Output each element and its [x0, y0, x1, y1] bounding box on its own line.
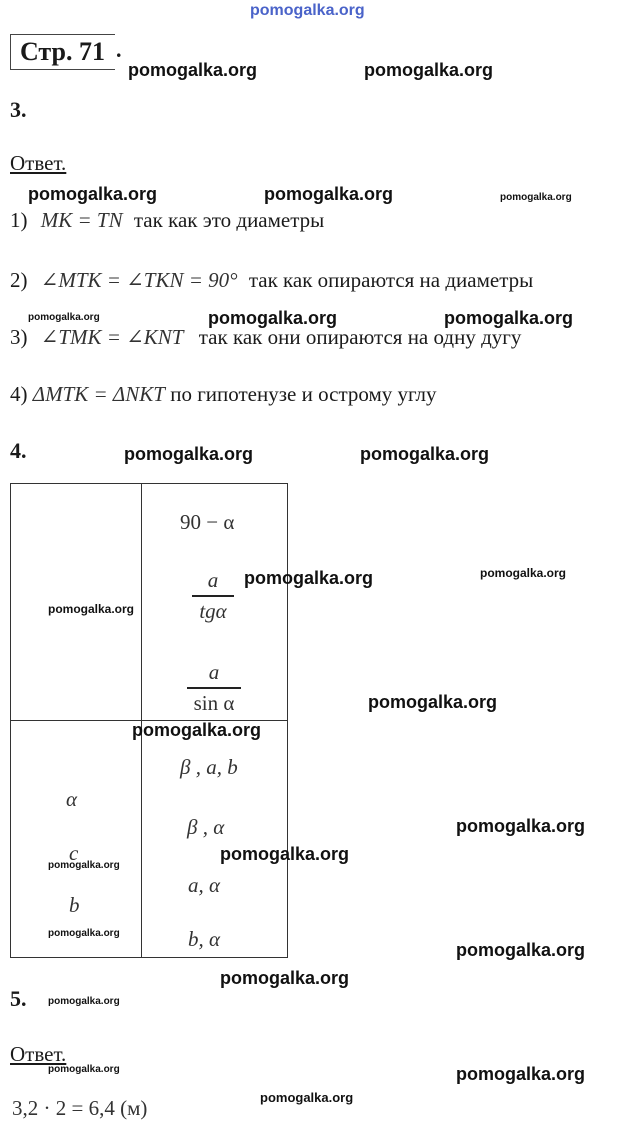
watermark: pomogalka.org: [48, 996, 120, 1007]
task-3-line-4: [10, 382, 437, 407]
line-number: 2): [10, 268, 28, 292]
math-expression: ∠MTK = ∠TKN = 90°: [40, 268, 238, 292]
top-watermark: pomogalka.org: [250, 2, 365, 19]
fraction-numerator: a: [207, 568, 219, 592]
math-expression: MK = TN: [40, 208, 123, 232]
task-5-result: 3,2 · 2 = 6,4 (м): [12, 1096, 148, 1120]
given-beta-a-b: β , a, b: [180, 755, 238, 779]
line-text: так как они опираются на одну дугу: [198, 325, 522, 349]
watermark: pomogalka.org: [456, 816, 586, 836]
watermark: pomogalka.org: [48, 602, 135, 616]
table-cell-r2-left: [11, 721, 142, 958]
watermark: pomogalka.org: [480, 566, 567, 580]
fraction-a-over-tg: [192, 568, 234, 624]
watermark: pomogalka.org: [128, 60, 258, 80]
given-a-alpha: a, α: [188, 873, 221, 897]
line-number: 4): [10, 382, 28, 406]
fraction-bar: [187, 687, 241, 689]
line-number: 1): [10, 208, 28, 232]
fraction-numerator: a: [208, 660, 220, 684]
watermark: pomogalka.org: [456, 940, 586, 960]
given-beta-alpha: β , α: [187, 815, 225, 839]
c-value: c: [69, 841, 79, 865]
page-title: Стр. 71: [20, 37, 105, 66]
line-text: по гипотенузе и острому углу: [170, 382, 437, 406]
task-3-answer-label: Ответ.: [10, 151, 67, 175]
task-3-line-1: [10, 208, 324, 233]
watermark: pomogalka.org: [244, 568, 374, 588]
table-cell-r1-right: [142, 484, 288, 721]
line-text: так как это диаметры: [133, 208, 325, 232]
expr-90-minus-alpha: 90 − α: [180, 510, 235, 534]
task-3-number: 3.: [10, 97, 27, 122]
watermark: pomogalka.org: [28, 312, 100, 323]
watermark: pomogalka.org: [124, 444, 254, 464]
watermark: pomogalka.org: [48, 1064, 120, 1075]
math-expression: ΔMTK = ΔNKT: [32, 382, 165, 406]
watermark: pomogalka.org: [444, 308, 574, 328]
b-value: b: [69, 893, 80, 917]
watermark: pomogalka.org: [264, 184, 394, 204]
fraction-bar: [192, 595, 234, 597]
math-expression: ∠TMK = ∠KNT: [40, 325, 184, 349]
watermark: pomogalka.org: [132, 720, 262, 740]
watermark: pomogalka.org: [360, 444, 490, 464]
alpha-value: α: [66, 787, 78, 811]
task-5-answer-label: Ответ.: [10, 1042, 67, 1066]
watermark: pomogalka.org: [368, 692, 498, 712]
watermark: pomogalka.org: [208, 308, 338, 328]
fraction-denominator: sin α: [193, 691, 235, 715]
watermark: pomogalka.org: [220, 968, 350, 988]
page-title-dot: .: [116, 37, 122, 62]
watermark: pomogalka.org: [220, 844, 350, 864]
watermark: pomogalka.org: [28, 184, 158, 204]
watermark: pomogalka.org: [48, 860, 120, 871]
table-cell-r2-right: [142, 721, 288, 958]
watermark: pomogalka.org: [456, 1064, 586, 1084]
fraction-denominator: tgα: [199, 599, 227, 623]
watermark: pomogalka.org: [500, 192, 572, 203]
line-text: так как опираются на диаметры: [248, 268, 534, 292]
watermark: pomogalka.org: [48, 928, 120, 939]
watermark: pomogalka.org: [260, 1090, 354, 1105]
task-4-number: 4.: [10, 438, 27, 463]
task-3-line-2: [10, 268, 533, 293]
given-b-alpha: b, α: [188, 927, 221, 951]
task-5-number: 5.: [10, 986, 27, 1011]
watermark: pomogalka.org: [364, 60, 494, 80]
line-number: 3): [10, 325, 28, 349]
fraction-a-over-sin: [187, 660, 241, 716]
